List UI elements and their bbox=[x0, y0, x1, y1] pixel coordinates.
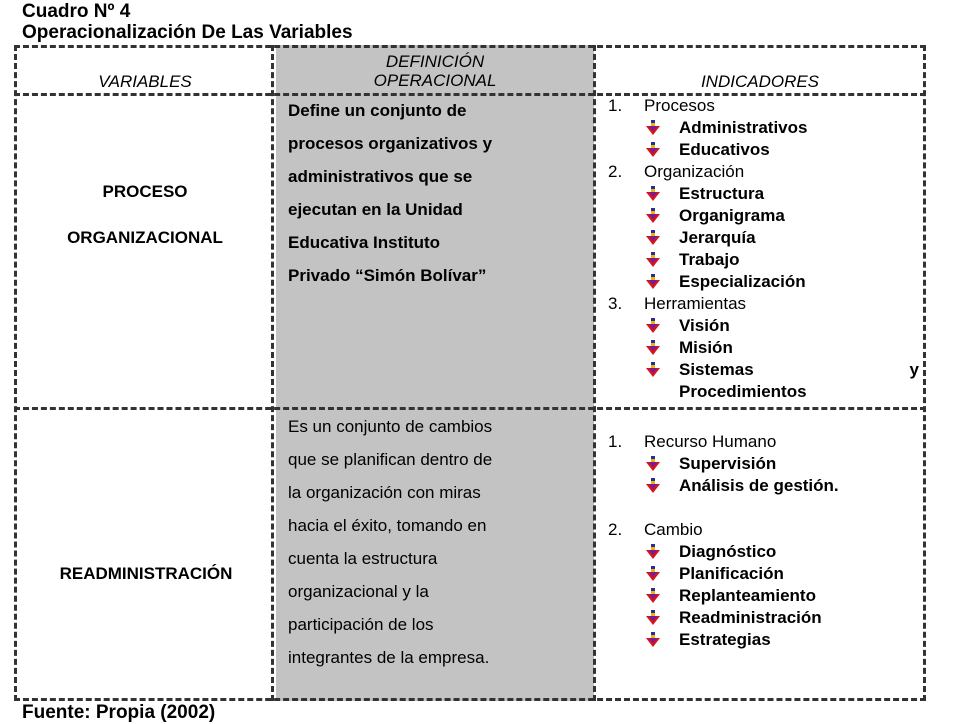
arrow-down-bullet-icon bbox=[645, 362, 661, 378]
arrow-down-bullet-icon bbox=[645, 274, 661, 290]
group-title: Organización bbox=[644, 162, 745, 181]
definition-line: Es un conjunto de cambios bbox=[288, 417, 493, 436]
arrow-down-bullet-icon bbox=[645, 208, 661, 224]
group-title: Herramientas bbox=[644, 294, 747, 313]
group-number: 2. bbox=[608, 520, 623, 539]
arrow-down-bullet-icon bbox=[645, 632, 661, 648]
arrow-down-bullet-icon bbox=[645, 610, 661, 626]
indicator-item: Análisis de gestión. bbox=[608, 475, 920, 497]
indicator-item: Supervisión bbox=[608, 453, 920, 475]
column-header-indicadores: INDICADORES bbox=[700, 72, 820, 91]
group-number: 1. bbox=[608, 96, 623, 115]
definition-line: que se planifican dentro de bbox=[288, 450, 493, 469]
indicator-group bbox=[608, 161, 920, 183]
indicator-group bbox=[608, 431, 920, 453]
column-header-definicion bbox=[278, 52, 592, 90]
indicator-item: Readministración bbox=[608, 607, 920, 629]
arrow-down-bullet-icon bbox=[645, 588, 661, 604]
spacer bbox=[608, 497, 920, 519]
column-header-variables: VARIABLES bbox=[98, 72, 192, 91]
group-title: Cambio bbox=[644, 520, 703, 539]
table-number: Cuadro Nº 4 bbox=[22, 1, 131, 22]
indicator-group bbox=[608, 293, 920, 315]
indicator-item: Misión bbox=[608, 337, 920, 359]
indicator-item: Estructura bbox=[608, 183, 920, 205]
arrow-down-bullet-icon bbox=[645, 230, 661, 246]
definition-line: procesos organizativos y bbox=[288, 134, 493, 153]
definition-line: Educativa Instituto bbox=[288, 233, 441, 252]
variable-readministracion: READMINISTRACIÓN bbox=[59, 564, 233, 583]
arrow-down-bullet-icon bbox=[645, 318, 661, 334]
definition-line: Define un conjunto de bbox=[288, 101, 467, 120]
indicator-item: Diagnóstico bbox=[608, 541, 920, 563]
arrow-down-bullet-icon bbox=[645, 120, 661, 136]
indicator-text-a: Sistemas y bbox=[679, 360, 919, 379]
indicator-item: Administrativos bbox=[608, 117, 920, 139]
group-number: 3. bbox=[608, 294, 623, 313]
indicator-item: Organigrama bbox=[608, 205, 920, 227]
arrow-down-bullet-icon bbox=[645, 544, 661, 560]
definition-line: organizacional y la bbox=[288, 582, 429, 601]
group-number: 1. bbox=[608, 432, 623, 451]
indicators-proceso bbox=[608, 95, 920, 403]
arrow-down-bullet-icon bbox=[645, 566, 661, 582]
source-note: Fuente: Propia (2002) bbox=[22, 702, 216, 723]
table-title: Operacionalización De Las Variables bbox=[22, 22, 353, 43]
indicator-item: Replanteamiento bbox=[608, 585, 920, 607]
definition-proceso bbox=[288, 94, 588, 292]
column-divider-2 bbox=[593, 45, 596, 701]
indicators-readministracion bbox=[608, 431, 920, 651]
arrow-down-bullet-icon bbox=[645, 456, 661, 472]
definition-line: hacia el éxito, tomando en bbox=[288, 516, 487, 535]
indicator-item: Especialización bbox=[608, 271, 920, 293]
indicator-item bbox=[608, 359, 920, 403]
definition-line: cuenta la estructura bbox=[288, 549, 438, 568]
column-divider-1 bbox=[271, 45, 274, 701]
arrow-down-bullet-icon bbox=[645, 252, 661, 268]
group-title: Procesos bbox=[644, 96, 715, 115]
definition-readministracion bbox=[288, 410, 588, 674]
column-header-definicion-line1: DEFINICIÓN bbox=[385, 52, 485, 71]
indicator-item: Visión bbox=[608, 315, 920, 337]
column-header-definicion-line2: OPERACIONAL bbox=[373, 71, 497, 90]
arrow-down-bullet-icon bbox=[645, 186, 661, 202]
definition-line: administrativos que se bbox=[288, 167, 473, 186]
indicator-text-b: Procedimientos bbox=[679, 382, 807, 401]
arrow-down-bullet-icon bbox=[645, 142, 661, 158]
indicator-group bbox=[608, 519, 920, 541]
group-title: Recurso Humano bbox=[644, 432, 777, 451]
indicator-item: Trabajo bbox=[608, 249, 920, 271]
definition-line: la organización con miras bbox=[288, 483, 481, 502]
group-number: 2. bbox=[608, 162, 623, 181]
arrow-down-bullet-icon bbox=[645, 340, 661, 356]
variable-proceso-line1: PROCESO bbox=[102, 182, 188, 201]
definition-line: participación de los bbox=[288, 615, 434, 634]
definition-line: Privado “Simón Bolívar” bbox=[288, 266, 487, 285]
indicator-item: Planificación bbox=[608, 563, 920, 585]
arrow-down-bullet-icon bbox=[645, 478, 661, 494]
indicator-item: Jerarquía bbox=[608, 227, 920, 249]
definition-line: integrantes de la empresa. bbox=[288, 648, 490, 667]
definition-line: ejecutan en la Unidad bbox=[288, 200, 463, 219]
indicator-group bbox=[608, 95, 920, 117]
variable-proceso-line2: ORGANIZACIONAL bbox=[67, 228, 223, 247]
indicator-item: Estrategias bbox=[608, 629, 920, 651]
indicator-item: Educativos bbox=[608, 139, 920, 161]
